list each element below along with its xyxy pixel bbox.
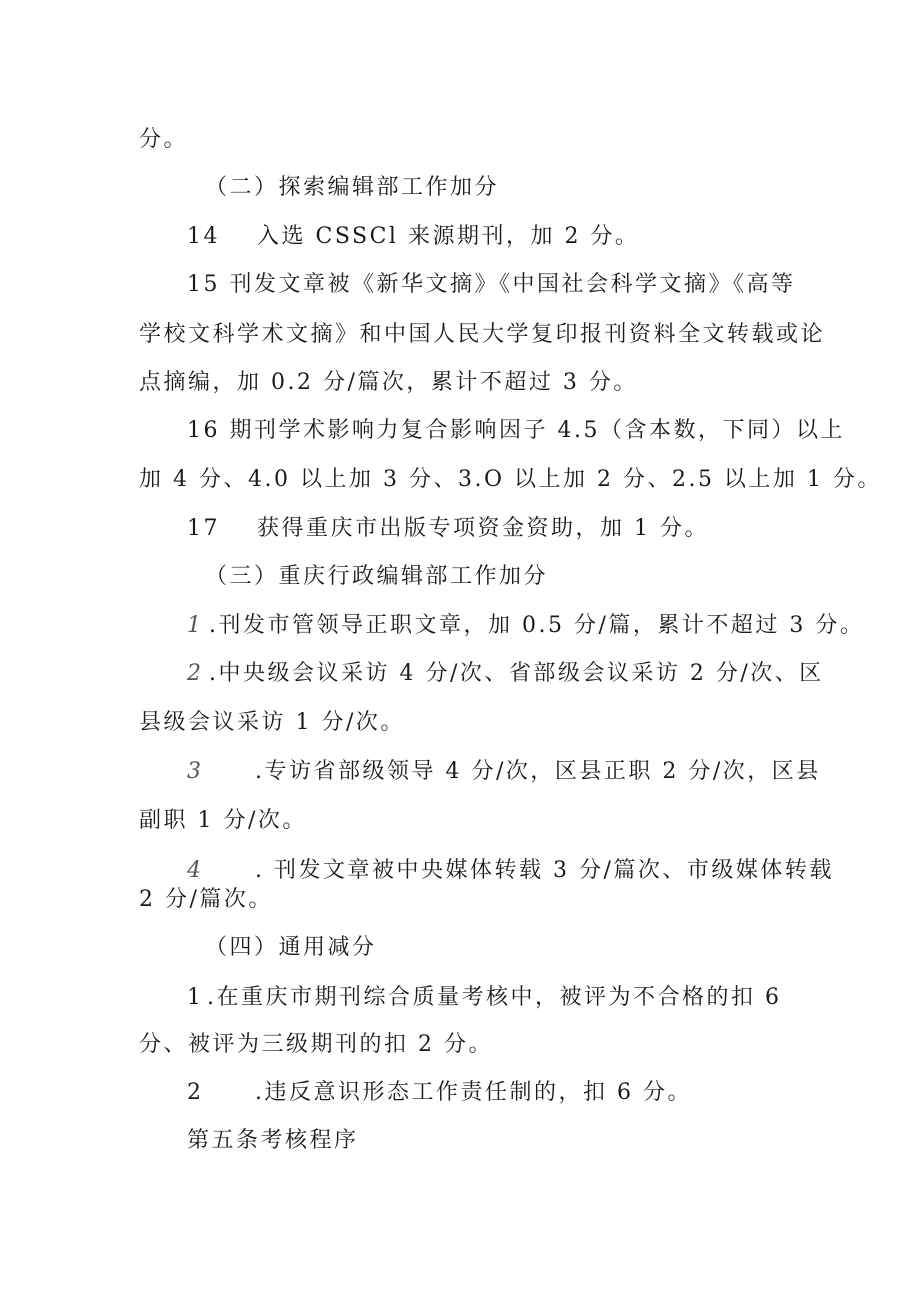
section-heading: （三）重庆行政编辑部工作加分: [205, 564, 549, 589]
item-number: 4: [187, 858, 204, 883]
item-number: 2: [187, 1080, 204, 1105]
text-line: 分、被评为三级期刊的扣 2 分。: [139, 1032, 493, 1057]
article-heading: 第五条考核程序: [187, 1128, 359, 1153]
text-line: 副职 1 分/次。: [139, 808, 307, 833]
item-number: 14: [187, 224, 220, 249]
list-item: [187, 983, 782, 1013]
text-line: 16 期刊学术影响力复合影响因子 4.5（含本数，下同）以上: [187, 418, 845, 443]
item-14: [187, 222, 639, 252]
text-line: 县级会议采访 1 分/次。: [139, 710, 405, 735]
item-text: .刊发市管领导正职文章，加 0.5 分/篇，累计不超过 3 分。: [209, 613, 865, 638]
item-number: 17: [187, 516, 220, 541]
list-item: [187, 856, 834, 886]
item-number: 1: [187, 985, 204, 1010]
item-number: 2: [187, 661, 204, 686]
text-line: 2 分/篇次。: [139, 887, 273, 912]
section-heading: （二）探索编辑部工作加分: [205, 175, 500, 200]
section-heading: （四）通用减分: [205, 935, 377, 960]
text-line: 15 刊发文章被《新华文摘》《中国社会科学文摘》《高等: [187, 272, 796, 297]
text-line: 点摘编，加 0.2 分/篇次，累计不超过 3 分。: [139, 370, 638, 395]
item-number: 1: [187, 613, 204, 638]
item-text: .在重庆市期刊综合质量考核中，被评为不合格的扣 6: [207, 985, 782, 1010]
item-17: [187, 514, 709, 544]
item-text: . 刊发文章被中央媒体转载 3 分/篇次、市级媒体转载: [255, 858, 834, 883]
text-line: 分。: [139, 127, 189, 152]
list-item: [187, 757, 821, 787]
item-text: .专访省部级领导 4 分/次，区县正职 2 分/次，区县: [255, 759, 821, 784]
item-text: .违反意识形态工作责任制的，扣 6 分。: [255, 1080, 692, 1105]
text-line: 加 4 分、4.0 以上加 3 分、3.O 以上加 2 分、2.5 以上加 1 分。: [139, 467, 882, 492]
item-text: 获得重庆市出版专项资金资助，加 1 分。: [257, 516, 709, 541]
list-item: [187, 611, 864, 641]
text-line: 学校文科学术文摘》和中国人民大学复印报刊资料全文转载或论: [139, 322, 826, 347]
list-item: [187, 1078, 692, 1108]
list-item: [187, 659, 824, 689]
item-number: 3: [187, 759, 204, 784]
item-text: 入选 CSSCl 来源期刊，加 2 分。: [257, 224, 640, 249]
item-text: .中央级会议采访 4 分/次、省部级会议采访 2 分/次、区: [209, 661, 824, 686]
